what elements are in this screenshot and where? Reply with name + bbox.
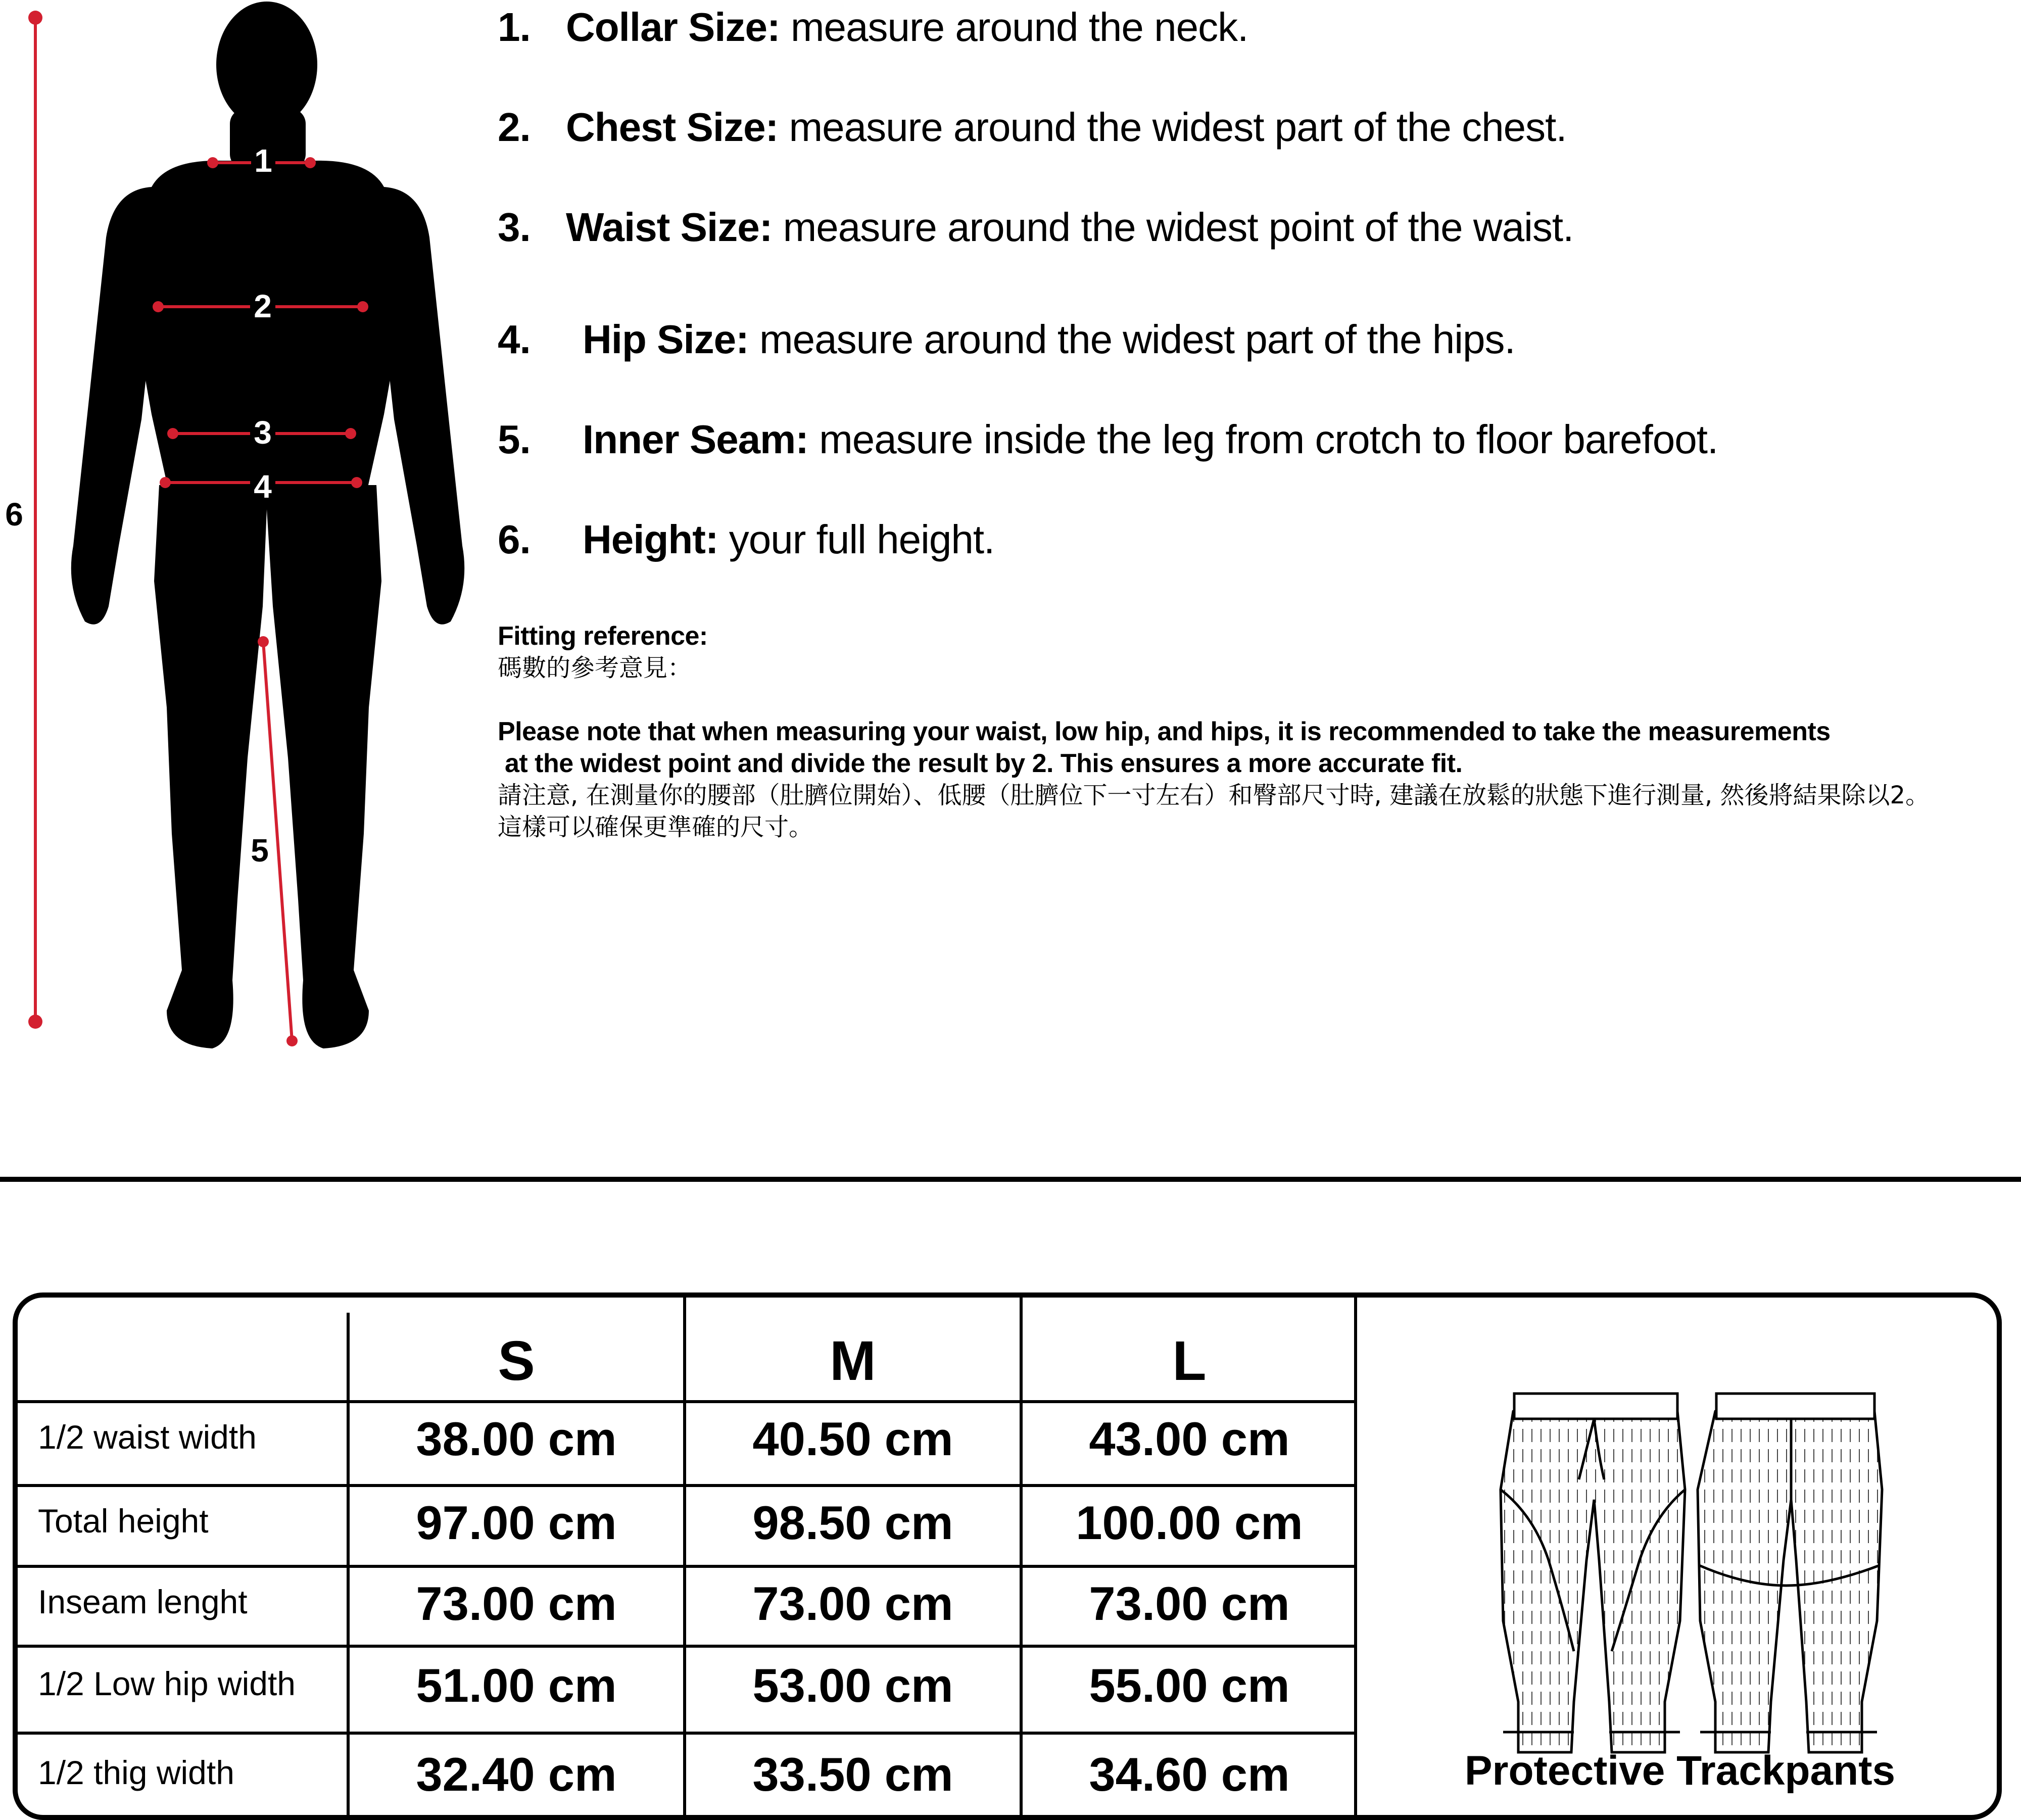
fitting-note-line1: Please note that when measuring your waist, low hip, and hips, it is recommended to take the measurements xyxy=(498,717,1831,746)
column-header-m: M xyxy=(830,1330,876,1392)
product-name: Protective Trackpants xyxy=(1464,1748,1896,1794)
cell-waist-m: 40.50 cm xyxy=(752,1412,953,1465)
fitting-note-zh-line1: 請注意, 在測量你的腰部（肚臍位開始）、低腰（肚臍位下一寸左右）和臀部尺寸時, 建議在放鬆的狀態下進行測量, 然後將結果除以2。 xyxy=(498,781,1930,809)
instruction-chest: 2. Chest Size: measure around the widest part of the chest. xyxy=(498,105,1567,150)
marker-3: 3 xyxy=(254,414,272,451)
trackpants-front xyxy=(1501,1394,1685,1752)
cell-height-s: 97.00 cm xyxy=(416,1496,617,1549)
fitting-reference xyxy=(498,620,2018,843)
marker-4: 4 xyxy=(254,468,272,505)
cell-waist-s: 38.00 cm xyxy=(416,1412,617,1465)
instruction-height: 6. Height: your full height. xyxy=(498,517,995,562)
marker-5: 5 xyxy=(251,832,269,869)
table-row-divider xyxy=(18,1645,1356,1648)
table-row-divider xyxy=(18,1732,1356,1735)
cell-low-hip-s: 51.00 cm xyxy=(416,1659,617,1712)
section-divider xyxy=(0,1177,2021,1182)
row-label-thigh: 1/2 thig width xyxy=(38,1754,234,1791)
cell-waist-l: 43.00 cm xyxy=(1089,1412,1290,1465)
instruction-inner-seam: 5. Inner Seam: measure inside the leg from crotch to floor barefoot. xyxy=(498,417,1718,462)
size-chart-card xyxy=(13,1292,2002,1820)
column-header-l: L xyxy=(1172,1330,1207,1392)
marker-6: 6 xyxy=(5,496,23,533)
cell-inseam-l: 73.00 cm xyxy=(1089,1577,1290,1630)
row-label-inseam: Inseam lenght xyxy=(38,1583,248,1620)
cell-low-hip-m: 53.00 cm xyxy=(752,1659,953,1712)
row-label-low-hip: 1/2 Low hip width xyxy=(38,1665,296,1702)
marker-2: 2 xyxy=(254,288,272,324)
fitting-title-zh: 碼數的參考意見： xyxy=(498,654,692,682)
cell-height-m: 98.50 cm xyxy=(752,1496,953,1549)
fitting-note-zh-line2: 這樣可以確保更準確的尺寸。 xyxy=(498,813,813,841)
cell-thigh-l: 34.60 cm xyxy=(1089,1748,1290,1801)
fitting-note-line2: at the widest point and divide the result by 2. This ensures a more accurate fit. xyxy=(498,749,1463,778)
marker-1: 1 xyxy=(254,142,272,179)
cell-height-l: 100.00 cm xyxy=(1076,1496,1303,1549)
instruction-waist: 3. Waist Size: measure around the widest point of the waist. xyxy=(498,205,1574,250)
column-header-s: S xyxy=(498,1330,535,1392)
cell-low-hip-l: 55.00 cm xyxy=(1089,1659,1290,1712)
row-label-waist: 1/2 waist width xyxy=(38,1418,257,1456)
trackpants-illustration xyxy=(1382,1348,1988,1767)
table-row-divider xyxy=(18,1565,1356,1568)
table-row-divider xyxy=(18,1400,1356,1403)
cell-inseam-m: 73.00 cm xyxy=(752,1577,953,1630)
cell-thigh-s: 32.40 cm xyxy=(416,1748,617,1801)
body-measurement-figure xyxy=(0,0,505,1066)
trackpants-back xyxy=(1698,1394,1882,1752)
fitting-title: Fitting reference: xyxy=(498,621,708,651)
table-row-divider xyxy=(18,1484,1356,1487)
instruction-collar: 1. Collar Size: measure around the neck. xyxy=(498,5,1248,50)
cell-thigh-m: 33.50 cm xyxy=(752,1748,953,1801)
row-label-total-height: Total height xyxy=(38,1502,209,1540)
cell-inseam-s: 73.00 cm xyxy=(416,1577,617,1630)
instruction-hip: 4. Hip Size: measure around the widest part of the hips. xyxy=(498,317,1515,362)
